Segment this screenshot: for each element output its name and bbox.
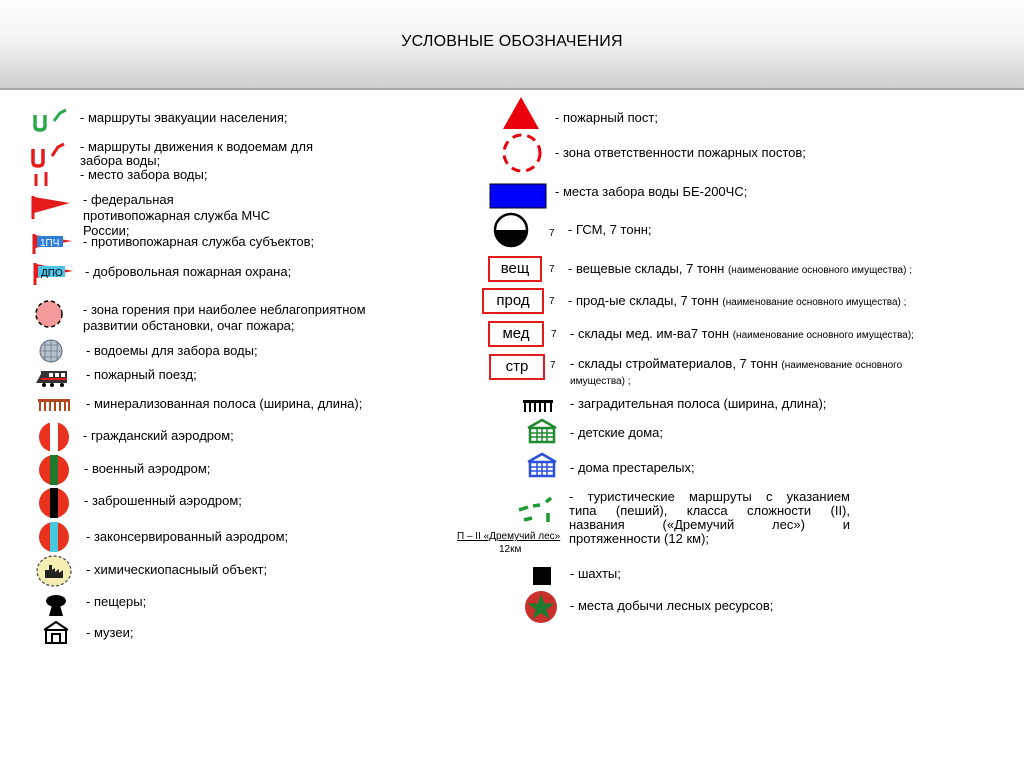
fuel-label: - ГСМ, 7 тонн;	[568, 222, 652, 237]
fuel-storage-icon	[493, 212, 529, 248]
page-title: УСЛОВНЫЕ ОБОЗНАЧЕНИЯ	[401, 33, 623, 50]
barrier-strip-icon	[522, 398, 554, 414]
caves-label: - пещеры;	[86, 594, 147, 609]
mineral-strip-icon	[37, 397, 71, 413]
mineral-label: - минерализованная полоса (ширина, длина);	[86, 396, 363, 411]
construction-text: - склады стройматериалов, 7 тонн	[570, 356, 778, 371]
federal-label-1: - федеральная	[83, 192, 174, 207]
military-airfield-icon	[38, 454, 70, 486]
medical-text: - склады мед. им-ва7 тонн	[570, 326, 730, 341]
elderly-label: - дома престарелых;	[570, 460, 695, 475]
burning-zone-icon	[34, 298, 64, 330]
tourist-line-1: - туристические маршруты с указанием	[569, 489, 850, 504]
fire-train-icon	[35, 366, 69, 388]
chemical-label: - химическиопасныый объект;	[86, 562, 268, 577]
clothing-note: (наименование основного имущества) ;	[727, 265, 912, 276]
museums-label: - музеи;	[86, 625, 134, 640]
tourist-label	[569, 490, 850, 546]
fire-post-zone-icon	[499, 133, 545, 173]
food-note: (наименование основного имущества) ;	[722, 297, 907, 308]
construction-label	[570, 357, 902, 373]
tourist-line-2: типа (пеший), класса сложности (II),	[569, 503, 850, 518]
federal-flag-icon	[30, 194, 72, 220]
construction-note-2: имущества) ;	[570, 376, 631, 387]
abandoned-airfield-label: - заброшенный аэродром;	[84, 493, 242, 508]
tourist-line-3: названия («Дремучий лес») и	[569, 517, 850, 532]
military-airfield-label: - военный аэродром;	[84, 461, 211, 476]
route-name-label: П – II «Дремучий лес»	[457, 531, 561, 542]
fire-post-icon	[502, 96, 540, 130]
be200-water-icon	[489, 183, 547, 209]
forest-label: - места добычи лесных ресурсов;	[570, 598, 774, 613]
evacuation-label: - маршруты эвакуации населения;	[80, 110, 288, 125]
construction-note-1: (наименование основного	[781, 360, 903, 371]
reservoir-icon	[38, 339, 64, 363]
reservoirs-label: - водоемы для забора воды;	[86, 343, 258, 358]
elderly-home-icon	[526, 452, 558, 478]
children-home-icon	[526, 418, 558, 444]
clothing-text: - вещевые склады, 7 тонн	[568, 261, 725, 276]
tourist-route-icon	[516, 496, 560, 526]
cave-icon	[44, 594, 68, 618]
mines-label: - шахты;	[570, 566, 621, 581]
subject-flag-text: 1ПЧ	[40, 238, 60, 249]
clothing-count: 7	[549, 264, 555, 275]
civil-airfield-icon	[38, 421, 70, 453]
medical-label	[570, 327, 914, 343]
food-warehouse-box: прод	[482, 288, 544, 314]
fire-post-label: - пожарный пост;	[555, 110, 658, 125]
fire-post-zone-label: - зона ответственности пожарных постов;	[555, 145, 806, 160]
clothing-label	[568, 262, 912, 278]
conserved-airfield-icon	[38, 521, 70, 553]
conserved-airfield-label: - законсервированный аэродром;	[86, 529, 289, 544]
volunteer-flag-text: ДПО	[41, 268, 63, 279]
route-length-label: 12км	[499, 544, 522, 555]
evacuation-route-icon	[30, 108, 68, 132]
civil-airfield-label: - гражданский аэродром;	[83, 428, 234, 443]
construction-warehouse-box: стр	[489, 354, 545, 380]
federal-label-2: противопожарная служба МЧС	[83, 208, 271, 223]
clothing-warehouse-box: вещ	[488, 256, 542, 282]
federal-label-3: России;	[83, 223, 130, 238]
food-count: 7	[549, 296, 555, 307]
be200-label: - места забора воды БЕ-200ЧС;	[555, 184, 748, 199]
burning-label-1: - зона горения при наиболее неблагоприятном	[83, 302, 366, 317]
subject-label: - противопожарная служба субъектов;	[83, 234, 315, 249]
museum-icon	[42, 621, 70, 645]
volunteer-label: - добровольная пожарная охрана;	[85, 264, 292, 279]
tourist-line-4: протяженности (12 км);	[569, 531, 710, 546]
train-label: - пожарный поезд;	[86, 367, 197, 382]
water-intake-label: - место забора воды;	[80, 167, 208, 182]
water-routes-label-1: - маршруты движения к водоемам для	[80, 139, 314, 154]
children-label: - детские дома;	[570, 425, 664, 440]
fuel-count: 7	[549, 228, 555, 239]
water-route-icon	[28, 140, 68, 188]
medical-warehouse-box: мед	[488, 321, 544, 347]
burning-label-2: развитии обстановки, очаг пожара;	[83, 318, 295, 333]
water-routes-label-2: забора воды;	[80, 153, 161, 168]
medical-count: 7	[551, 329, 557, 340]
mine-icon	[532, 566, 552, 586]
chemical-object-icon	[36, 555, 72, 587]
food-label	[568, 294, 906, 310]
food-text: - прод-ые склады, 7 тонн	[568, 293, 719, 308]
abandoned-airfield-icon	[38, 487, 70, 519]
barrier-label: - заградительная полоса (ширина, длина);	[570, 396, 827, 411]
medical-note: (наименование основного имущества);	[732, 330, 914, 341]
forest-resource-icon	[523, 590, 559, 624]
construction-count: 7	[550, 360, 556, 371]
